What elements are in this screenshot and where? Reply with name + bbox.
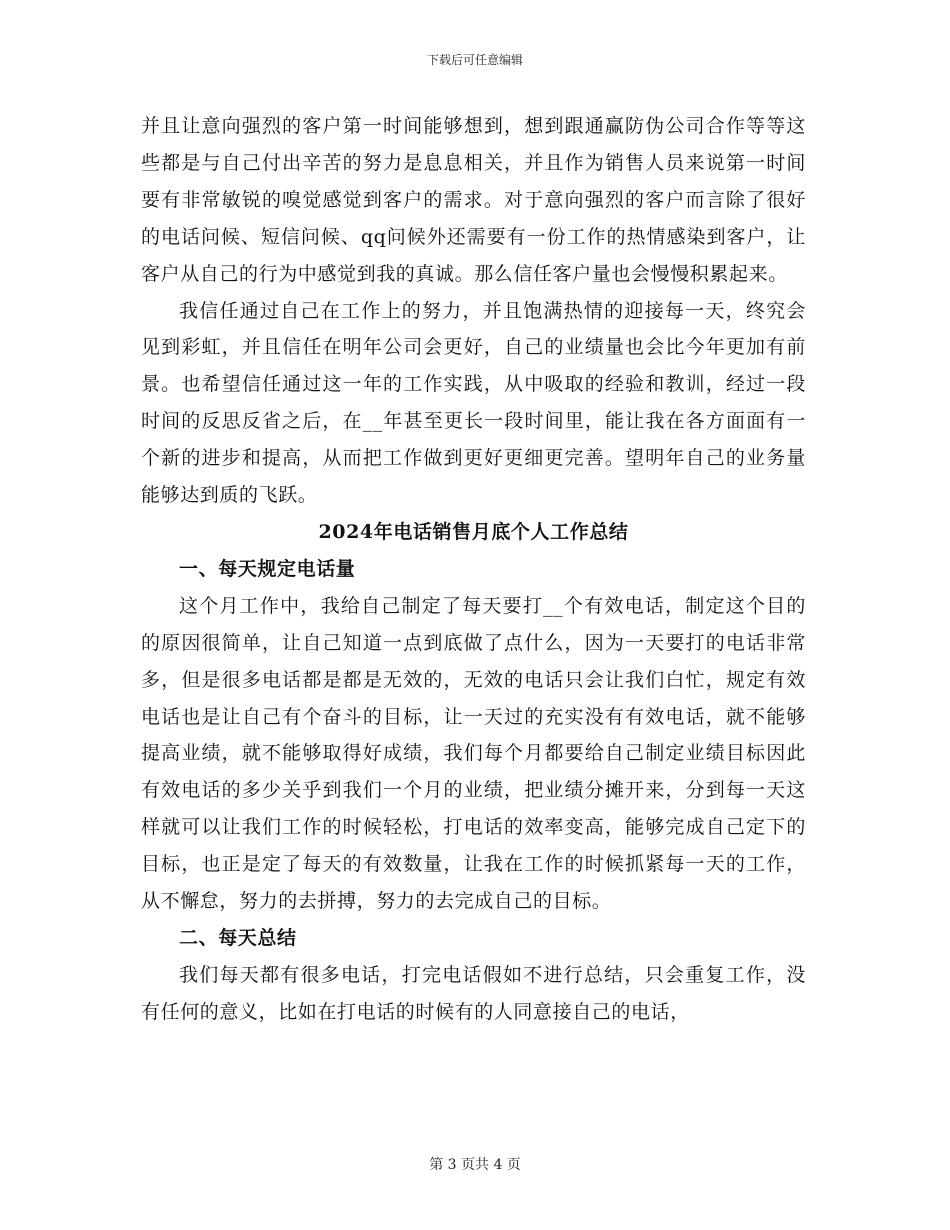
- paragraph-closing: 我信任通过自己在工作上的努力，并且饱满热情的迎接每一天，终究会见到彩虹，并且信任在明年公司会更好，自己的业绩量也会比今年更加有前景。也希望信任通过这一年的工作实践，从中吸取的经验和教训，经过一段时间的反思反省之后，在__年甚至更长一段时间里，能让我在各方面面有一个新的进步和提高，从而把工作做到更好更细更完善。望明年自己的业务量能够达到质的飞跃。: [141, 299, 806, 507]
- section-heading-2: 二、每天总结: [179, 926, 297, 949]
- document-body: [141, 108, 806, 1031]
- page-header: 下载后可任意编辑: [426, 53, 523, 67]
- document-title: 2024年电话销售月底个人工作总结: [318, 520, 629, 543]
- section-heading-1: 一、每天规定电话量: [179, 557, 356, 580]
- paragraph-continued: 并且让意向强烈的客户第一时间能够想到，想到跟通赢防伪公司合作等等这些都是与自己付出辛苦的努力是息息相关，并且作为销售人员来说第一时间要有非常敏锐的嗅觉感觉到客户的需求。对于意向强烈的客户而言除了很好的电话问候、短信问候、qq问候外还需要有一份工作的热情感染到客户，让客户从自己的行为中感觉到我的真诚。那么信任客户量也会慢慢积累起来。: [141, 115, 806, 285]
- paragraph-section-2: 我们每天都有很多电话，打完电话假如不进行总结，只会重复工作，没有任何的意义，比如在打电话的时候有的人同意接自己的电话，: [141, 963, 806, 1023]
- page-footer: 第 3 页共 4 页: [429, 1157, 521, 1173]
- paragraph-section-1: 这个月工作中，我给自己制定了每天要打__个有效电话，制定这个目的的原因很简单，让自己知道一点到底做了点什么，因为一天要打的电话非常多，但是很多电话都是都是无效的，无效的电话只会让我们白忙，规定有效电话也是让自己有个奋斗的目标，让一天过的充实没有有效电话，就不能够提高业绩，就不能够取得好成绩，我们每个月都要给自己制定业绩目标因此有效电话的多少关乎到我们一个月的业绩，把业绩分摊开来，分到每一天这样就可以让我们工作的时候轻松，打电话的效率变高，能够完成自己定下的目标，也正是定了每天的有效数量，让我在工作的时候抓紧每一天的工作，从不懈怠，努力的去拼搏，努力的去完成自己的目标。: [141, 594, 806, 913]
